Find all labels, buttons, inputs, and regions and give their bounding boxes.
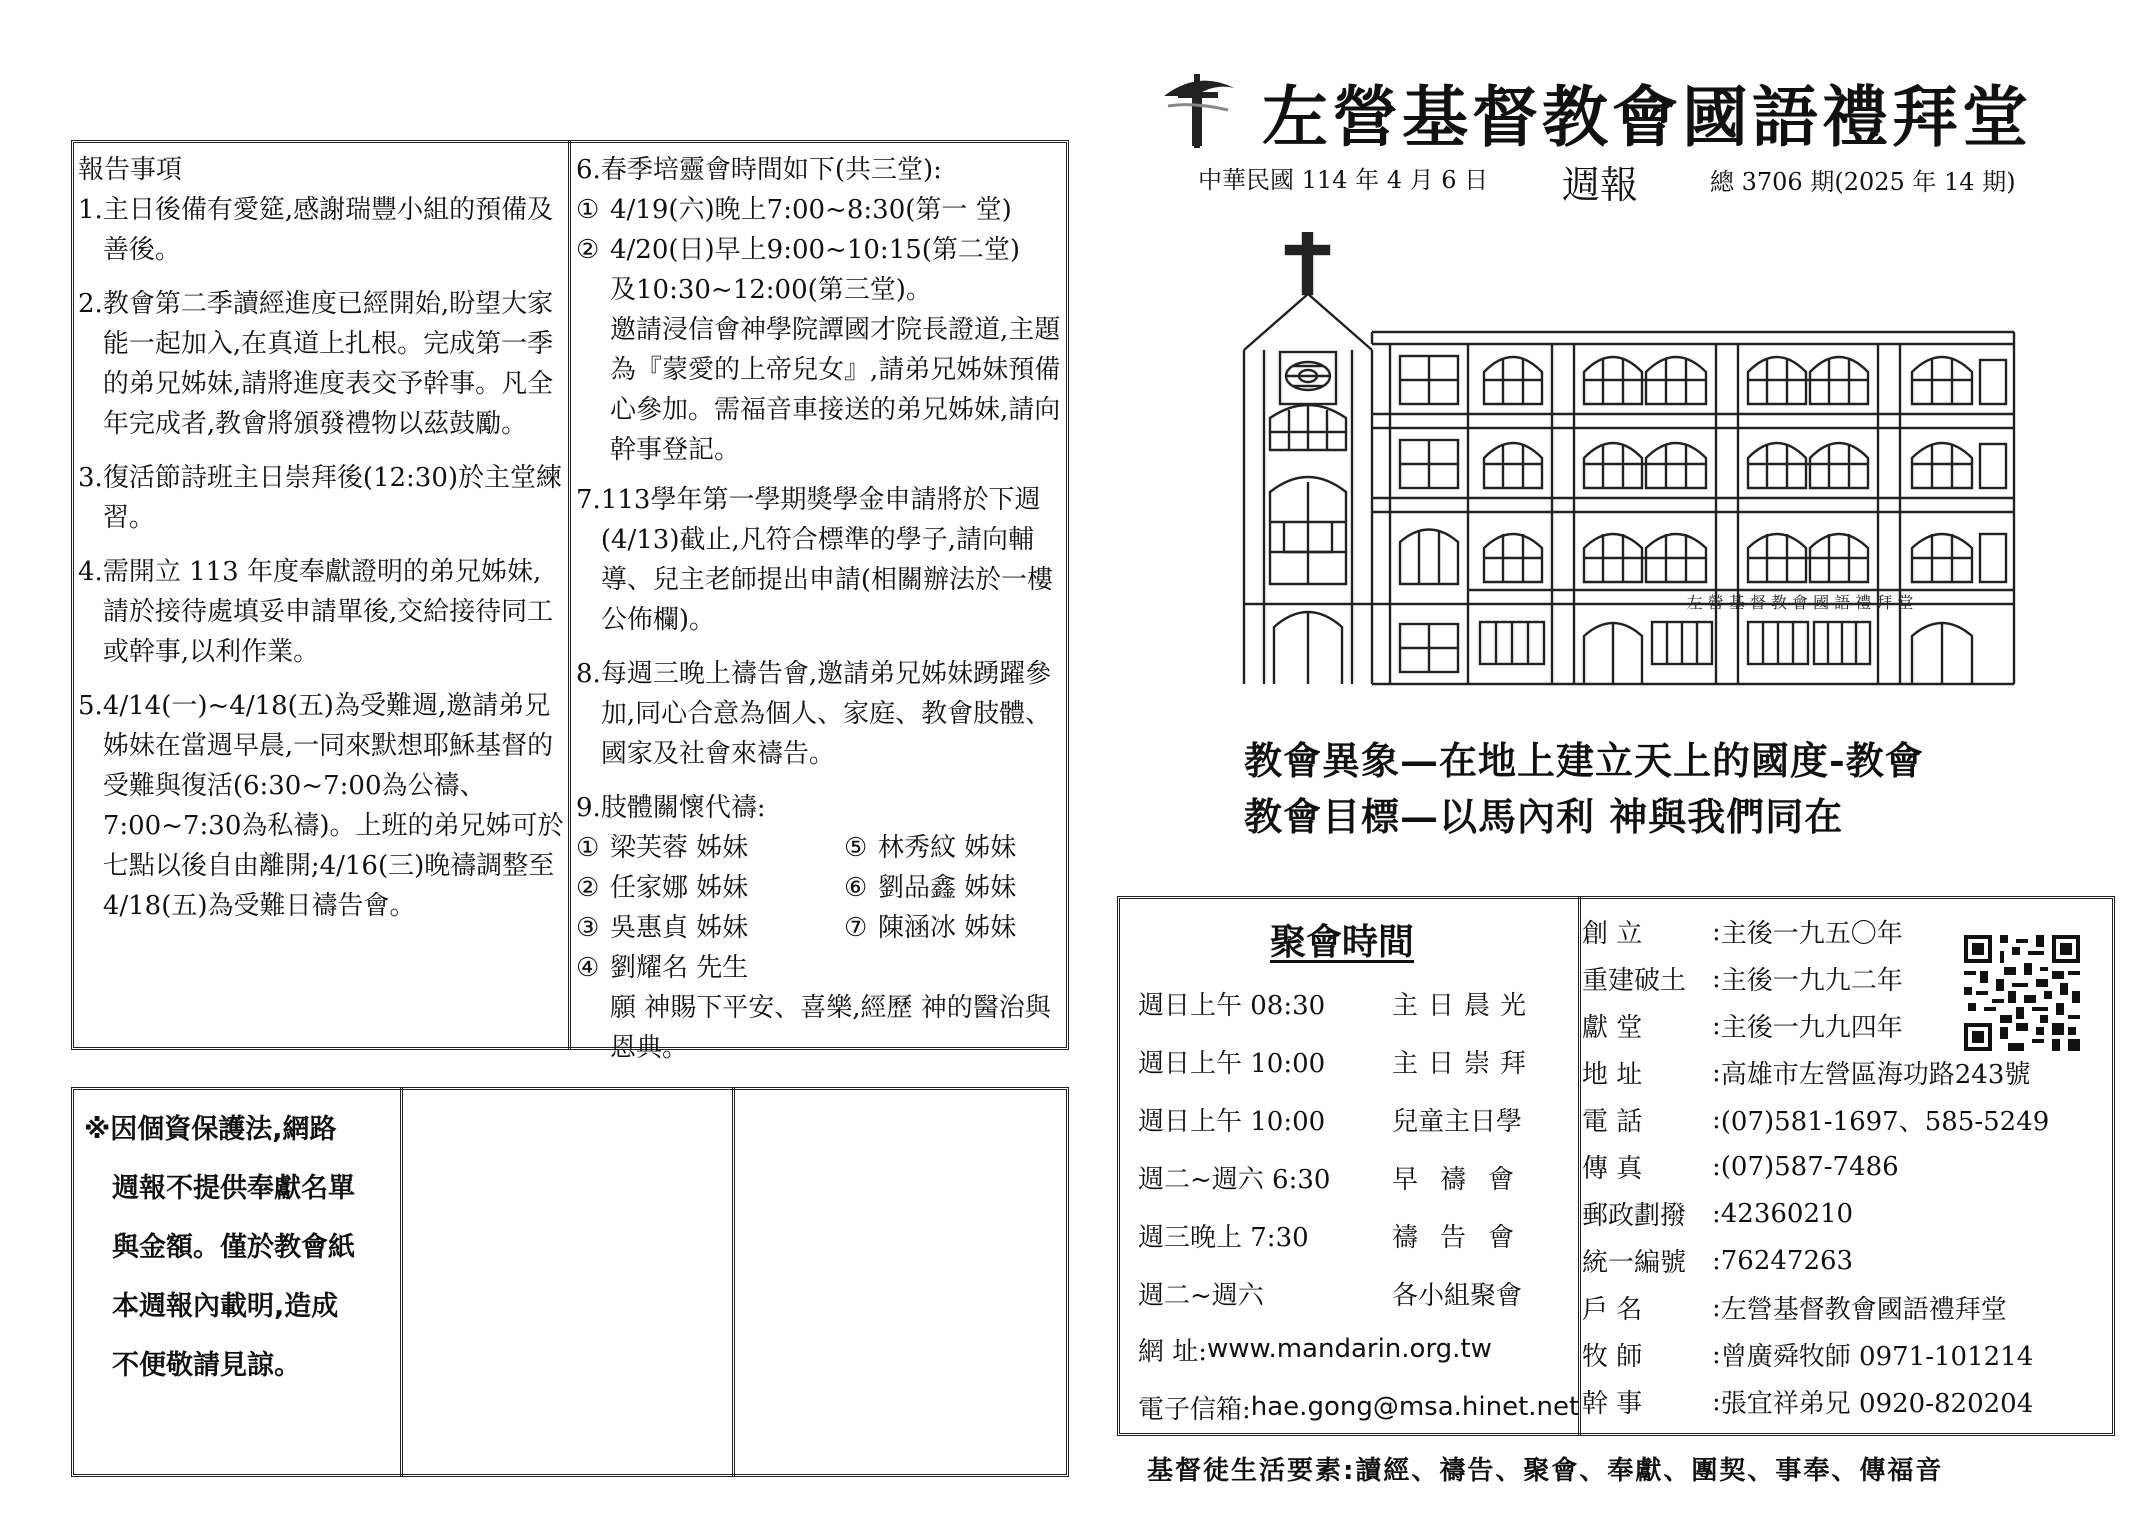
- schedule-row: 週日上午 10:00 主日崇拜: [1138, 1048, 1537, 1079]
- issue-number: 總 3706 期(2025 年 14 期): [1710, 168, 2016, 196]
- bulletin-date: 中華民國 114 年 4 月 6 日: [1198, 166, 1489, 194]
- prayer-person: ② 任家娜 姊妹: [576, 873, 749, 903]
- announcement-item-8: 8. 每週三晚上禱告會,邀請弟兄姊妹踴躍參加,同心合意為個人、家庭、教會肢體、國家及社會來禱告。: [576, 659, 1052, 769]
- announcement-item-2: 2. 教會第二季讀經進度已經開始,盼望大家能一起加入,在真道上扎根。完成第一季的弟兄姊妹,請將進度表交予幹事。凡全年完成者,教會將頒發禮物以茲鼓勵。: [78, 289, 554, 439]
- notice-divider: [400, 1087, 403, 1477]
- schedule-row: 週日上午 10:00 兒童主日學: [1138, 1106, 1523, 1137]
- fact-row: 重建破土 : 主後一九九二年: [1582, 963, 1903, 996]
- announcement-item-1: 1. 主日後備有愛筵,感謝瑞豐小組的預備及善後。: [78, 195, 554, 265]
- schedule-row: 週二~週六 6:30 早禱會: [1138, 1164, 1537, 1195]
- schedule-title: 聚會時間: [1270, 921, 1415, 963]
- announcement-item-4: 4. 需開立 113 年度奉獻證明的弟兄姊妹,請於接待處填妥申請單後,交給接待同工或幹事,以利作業。: [78, 557, 554, 667]
- announcement-item-7: 7. 113學年第一學期獎學金申請將於下週(4/13)截止,凡符合標準的學子,請向輔導、兒主老師提出申請(相關辦法於一樓公佈欄)。: [576, 485, 1053, 635]
- qr-code-icon[interactable]: [1964, 935, 2080, 1051]
- notice-line: 本週報內載明,造成: [112, 1291, 339, 1322]
- christian-life-essentials: 基督徒生活要素:讀經、禱告、聚會、奉獻、團契、事奉、傳福音: [1147, 1456, 1944, 1486]
- session-3: 及10:30~12:00(第三堂)。: [610, 275, 932, 305]
- fact-row: 地 址 : 高雄市左營區海功路243號: [1582, 1057, 2031, 1090]
- fact-row: 獻 堂 : 主後一九九四年: [1582, 1010, 1903, 1043]
- prayer-person: ⑤ 林秀紋 姊妹: [844, 833, 1017, 863]
- schedule-row: 週日上午 08:30 主日晨光: [1138, 990, 1537, 1021]
- schedule-row: 週三晚上 7:30 禱告會: [1138, 1222, 1537, 1253]
- fact-row: 傳 真 : (07)587-7486: [1582, 1151, 1899, 1184]
- prayer-person: ③ 吳惠貞 姊妹: [576, 913, 749, 943]
- building-sign: 左 營 基 督 教 會 國 語 禮 拜 堂: [1686, 593, 1914, 612]
- retreat-invitation: 邀請浸信會神學院譚國才院長證道,主題為『蒙愛的上帝兒女』,請弟兄姊妹預備心參加。需福音車接送的弟兄姊妹,請向幹事登記。: [610, 315, 1061, 465]
- announcements-left-column: [78, 150, 564, 940]
- notice-line: 週報不提供奉獻名單: [112, 1173, 355, 1204]
- fact-row: 戶 名 : 左營基督教會國語禮拜堂: [1582, 1292, 2007, 1325]
- email-link[interactable]: hae.gong@msa.hinet.net: [1250, 1392, 1580, 1422]
- fact-row: 幹 事 : 張宜祥弟兄 0920-820204: [1582, 1386, 2034, 1419]
- email-row: 電子信箱: hae.gong@msa.hinet.net: [1138, 1392, 1580, 1425]
- announcement-item-9: 9. 肢體關懷代禱: ① 梁芙蓉 姊妹 ⑤ 林秀紋 姊妹 ② 任家娜 姊妹 ⑥ 劉品鑫 姊妹 ③ 吳惠貞 姊妹 ⑦ 陳涵冰 姊妹 ④ 劉耀名 先生 願 神賜下平安、喜樂,經歷 神的醫治與恩典。: [576, 788, 1064, 1068]
- column-divider: [568, 140, 571, 1050]
- prayer-list: [576, 828, 1064, 988]
- fact-row: 創 立 : 主後一九五〇年: [1582, 916, 1903, 949]
- church-title: 左營基督教會國語禮拜堂: [1262, 78, 2032, 156]
- meeting-schedule: [1138, 974, 1568, 1322]
- prayer-person: ④ 劉耀名 先生: [576, 953, 749, 983]
- fact-row: 電 話 : (07)581-1697、585-5249: [1582, 1104, 2050, 1137]
- website-link[interactable]: www.mandarin.org.tw: [1207, 1334, 1492, 1364]
- notice-line: 與金額。僅於教會紙: [112, 1232, 355, 1263]
- prayer-person: ① 梁芙蓉 姊妹: [576, 833, 749, 863]
- notice-divider: [732, 1087, 735, 1477]
- announcement-item-3: 3. 復活節詩班主日崇拜後(12:30)於主堂練習。: [78, 463, 563, 533]
- notice-line: ※因個資保護法,網路: [84, 1114, 337, 1145]
- fact-row: 郵政劃撥 : 42360210: [1582, 1198, 1854, 1231]
- church-logo-icon: [1158, 66, 1238, 150]
- announcements-right-column: [576, 150, 1064, 1082]
- contact-links: [1138, 1320, 1579, 1436]
- session-2: ② 4/20(日)早上9:00~10:15(第二堂): [576, 235, 1021, 265]
- prayer-person: ⑦ 陳涵冰 姊妹: [844, 913, 1017, 943]
- website-row: 網 址: www.mandarin.org.tw: [1138, 1334, 1492, 1367]
- announcement-item-6: 6. 春季培靈會時間如下(共三堂): ① 4/19(六)晚上7:00~8:30(第一 堂) ② 4/20(日)早上9:00~10:15(第二堂) 及10:30~12:00(第三堂)。 邀請浸信會神學院譚國才院長證道,主題為『蒙愛的上帝兒女』,請弟兄姊妹預備心參加。需福音車接送的弟兄姊妹,請向幹事登記。: [576, 150, 1064, 470]
- prayer-closing: 願 神賜下平安、喜樂,經歷 神的醫治與恩典。: [610, 993, 1051, 1063]
- bulletin-label: 週報: [1562, 163, 1639, 207]
- announcement-item-5: 5. 4/14(一)~4/18(五)為受難週,邀請弟兄姊妹在當週早晨,一同來默想耶穌基督的受難與復活(6:30~7:00為公禱、7:00~7:30為私禱)。上班的弟兄姊可於七點以後自由離開;4/16(三)晚禱調整至4/18(五)為受難日禱告會。: [78, 691, 564, 921]
- church-goal: 教會目標—以馬內利 神與我們同在: [1244, 794, 1844, 839]
- fact-row: 牧 師 : 曾廣舜牧師 0971-101214: [1582, 1339, 2034, 1372]
- privacy-notice: [84, 1100, 390, 1395]
- notice-line: 不便敬請見諒。: [112, 1350, 301, 1381]
- session-1: ① 4/19(六)晚上7:00~8:30(第一 堂): [576, 195, 1012, 225]
- fact-row: 統一編號 : 76247263: [1582, 1245, 1854, 1278]
- church-vision: 教會異象—在地上建立天上的國度-教會: [1244, 738, 1924, 783]
- announcements-heading: 報告事項: [78, 155, 183, 185]
- prayer-person: ⑥ 劉品鑫 姊妹: [844, 873, 1017, 903]
- church-building-illustration: [1240, 232, 2020, 694]
- schedule-row: 週二~週六 各小組聚會: [1138, 1280, 1523, 1311]
